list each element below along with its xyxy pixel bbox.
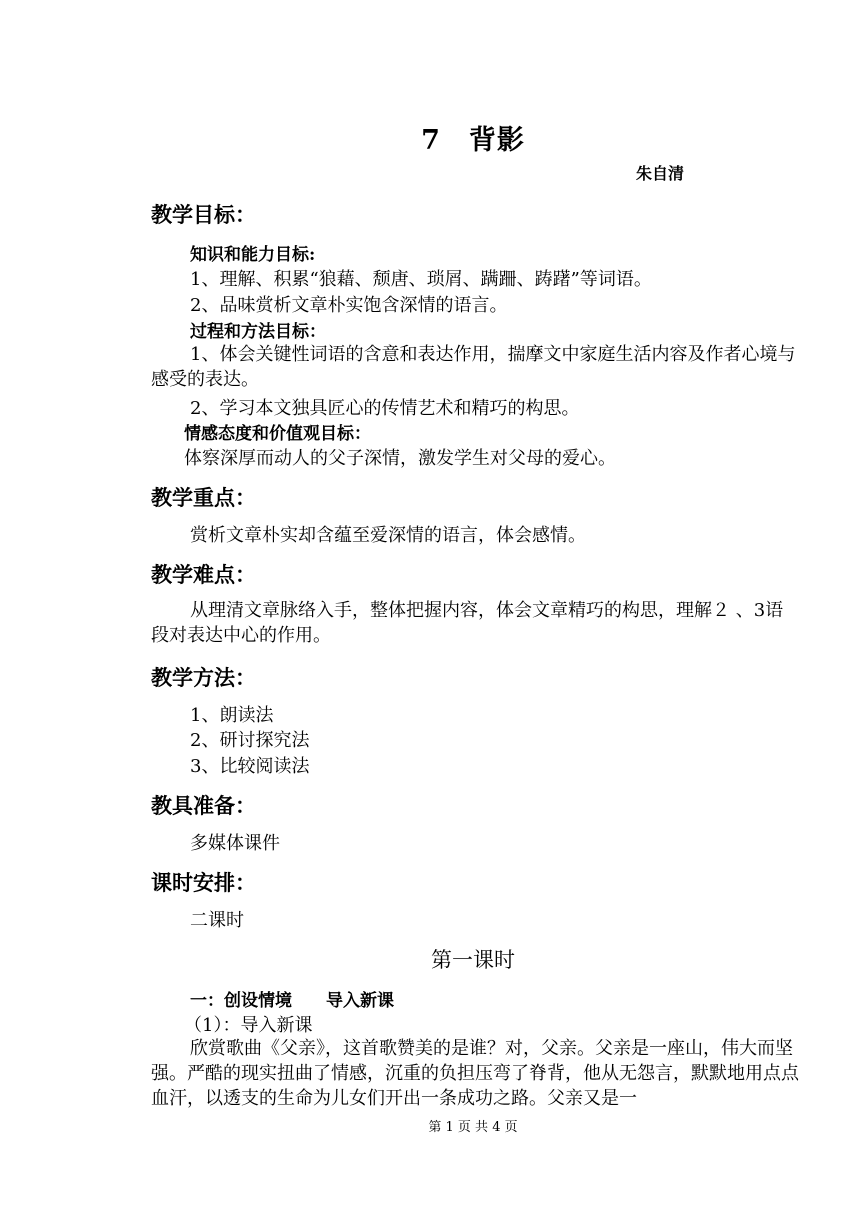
tools-heading: 教具准备： <box>151 793 256 818</box>
method-item-2: 2、研讨探究法 <box>190 730 310 751</box>
process-goal-2: 2、学习本文独具匠心的传情艺术和精巧的构思。 <box>190 398 580 419</box>
knowledge-goal-2: 2、品味赏析文章朴实饱含深情的语言。 <box>190 295 508 316</box>
knowledge-goal-1: 1、理解、积累“狼藉、颓唐、琐屑、蹒跚、踌躇”等词语。 <box>190 269 652 290</box>
lesson-one-heading: 第一课时 <box>431 948 515 972</box>
author-name: 朱自清 <box>636 164 685 183</box>
page-footer: 第 1 页 共 4 页 <box>428 1120 518 1135</box>
emotion-goals-heading: 情感态度和价值观目标： <box>184 424 371 444</box>
difficulties-heading: 教学难点： <box>151 562 256 587</box>
tools-text: 多媒体课件 <box>190 833 280 854</box>
process-goal-1: 1、体会关键性词语的含意和表达作用，揣摩文中家庭生活内容及作者心境与感受的表达。 <box>151 344 796 390</box>
method-item-3: 3、比较阅读法 <box>190 756 310 777</box>
schedule-heading: 课时安排： <box>151 870 256 895</box>
methods-heading: 教学方法： <box>151 665 256 690</box>
part-one-heading: 一：创设情境 导入新课 <box>190 991 394 1011</box>
schedule-text: 二课时 <box>190 910 244 931</box>
emotion-goal-1: 体察深厚而动人的父子深情，激发学生对父母的爱心。 <box>184 448 616 469</box>
process-goals-heading: 过程和方法目标： <box>190 322 326 342</box>
part-one-subheading: （1）：导入新课 <box>184 1015 313 1036</box>
knowledge-goals-heading: 知识和能力目标: <box>190 245 316 265</box>
method-item-1: 1、朗读法 <box>190 705 274 726</box>
key-points-text: 赏析文章朴实却含蕴至爱深情的语言，体会感情。 <box>190 525 586 546</box>
intro-paragraph: 欣赏歌曲《父亲》，这首歌赞美的是谁？对，父亲。父亲是一座山，伟大而坚强。严酷的现实扭曲了情感，沉重的负担压弯了脊背，他从无怨言，默默地用点点血汗，以透支的生命为儿女们开出一条成功之路。父亲又是一 <box>151 1038 799 1109</box>
difficulties-text: 从理清文章脉络入手，整体把握内容，体会文章精巧的构思，理解２ 、3语段对表达中心的作用。 <box>151 600 784 646</box>
key-points-heading: 教学重点： <box>151 485 256 510</box>
goals-heading: 教学目标： <box>151 202 256 227</box>
document-title: 7 背影 <box>421 125 525 156</box>
